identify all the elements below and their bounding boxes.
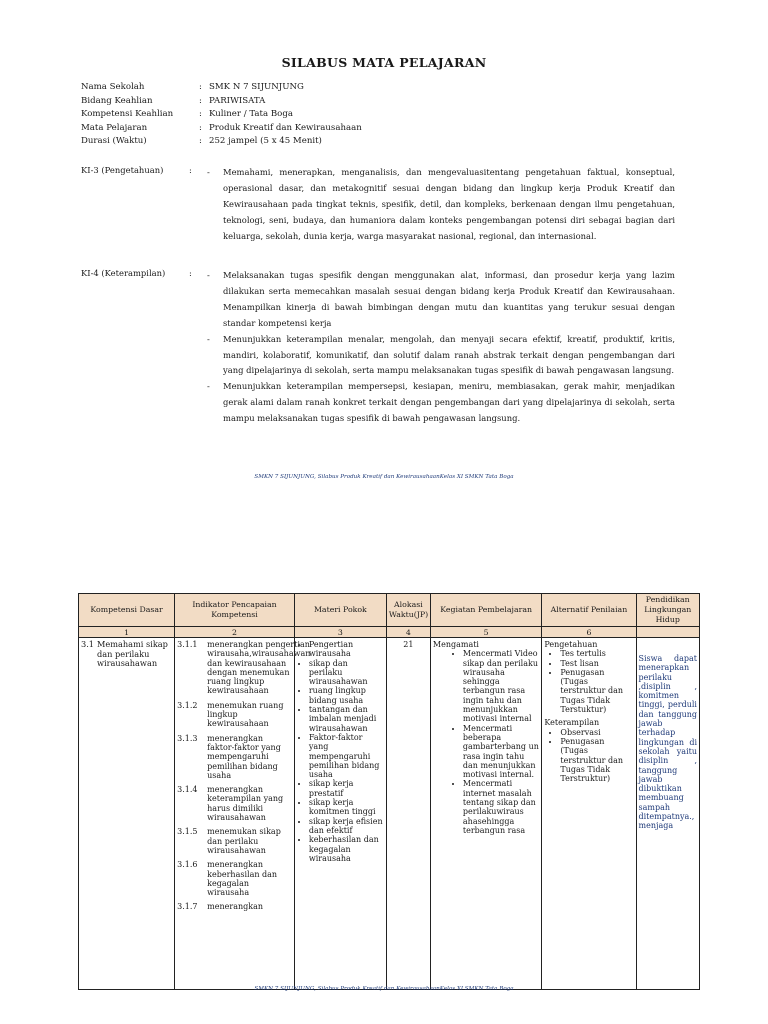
list-item: • ruang lingkup bidang usaha bbox=[309, 686, 384, 705]
indicator-number: 3.1.6 bbox=[177, 860, 198, 870]
indicator-text: menerangkan bbox=[207, 902, 263, 912]
list-item: • Penugasan (Tugas terstruktur dan Tugas Tidak Terstuktur) bbox=[560, 668, 633, 714]
ki3-label: KI-3 (Pengetahuan) bbox=[81, 165, 164, 175]
pengetahuan-list bbox=[544, 649, 633, 714]
column-number bbox=[636, 627, 700, 638]
kd-text: Memahami sikap dan perilaku wirausahawan bbox=[97, 639, 168, 668]
ki4-label: KI-4 (Keterampilan) bbox=[81, 268, 166, 278]
info-colon: : bbox=[199, 122, 202, 133]
ki-item-text: Memahami, menerapkan, menganalisis, dan mengevaluasitentang pengetahuan faktual, konseptual, operasional dasar, dan metakognitif sesuai dengan bidang dan lingkup kerja Produk Kreatif dan Kewirausahaan pada tingkat teknis, spesifik, detil, dan kompleks, berkenaan dengan ilmu pengetahuan, teknologi, seni, budaya, dan humaniora dalam konteks pengembangan potensi diri sebagai bagian dari keluarga, sekolah, dunia kerja, warga masyarakat nasional, regional, dan internasional. bbox=[223, 167, 675, 241]
indicator-text: menerangkan pengertian wirausaha,wirausahawan dan kewirausahaan dengan menemukan ruang lingkup kewirausahaan bbox=[207, 640, 311, 696]
info-label: Nama Sekolah bbox=[81, 82, 145, 92]
syllabus-table bbox=[78, 593, 700, 990]
cell-kegiatan bbox=[430, 638, 542, 990]
info-value: PARIWISATA bbox=[209, 95, 266, 106]
indicator-item bbox=[177, 640, 311, 696]
indicator-item bbox=[177, 734, 292, 780]
school-info bbox=[81, 81, 362, 149]
kegiatan-list bbox=[433, 649, 540, 835]
header-indikator: Indikator Pencapaian Kompetensi bbox=[175, 594, 295, 627]
info-label: Mata Pelajaran bbox=[81, 122, 148, 133]
header-alternatif-penilaian: Alternatif Penilaian bbox=[542, 594, 636, 627]
info-row-field bbox=[81, 95, 362, 109]
info-colon: : bbox=[199, 95, 202, 106]
indicator-number: 3.1.1 bbox=[177, 640, 198, 649]
dash-bullet: - bbox=[207, 333, 210, 344]
info-value: SMK N 7 SIJUNJUNG bbox=[209, 82, 304, 92]
indicator-number: 3.1.4 bbox=[177, 785, 198, 795]
indicator-text: menerangkan keberhasilan dan kegagalan wirausaha bbox=[207, 860, 278, 898]
materi-list bbox=[297, 640, 384, 863]
list-item: • Faktor-faktor yang mempengaruhi pemilihan bidang usaha bbox=[309, 733, 384, 779]
list-item: • Tes tertulis bbox=[560, 649, 633, 658]
cell-penilaian bbox=[542, 638, 636, 990]
header-kompetensi-dasar: Kompetensi Dasar bbox=[79, 594, 175, 627]
info-label: Bidang Keahlian bbox=[81, 95, 153, 106]
info-label: Kompetensi Keahlian bbox=[81, 109, 174, 119]
list-item: • tantangan dan imbalan menjadi wirausahawan bbox=[309, 705, 384, 733]
list-item: • sikap kerja komitmen tinggi bbox=[309, 798, 384, 817]
table-row bbox=[79, 638, 700, 990]
indicator-number: 3.1.7 bbox=[177, 902, 198, 912]
kd-number: 3.1 bbox=[81, 639, 95, 649]
indicator-number: 3.1.2 bbox=[177, 700, 198, 710]
info-colon: : bbox=[199, 136, 202, 146]
indicator-text: menemukan sikap dan perilaku wirausahawan bbox=[207, 827, 281, 855]
indicator-text: menemukan ruang lingkup kewirausahaan bbox=[207, 700, 284, 729]
indicator-item bbox=[177, 827, 292, 855]
info-row-duration bbox=[81, 135, 362, 149]
list-item: • Penugasan (Tugas terstruktur dan Tugas Tidak Terstruktur) bbox=[560, 737, 633, 783]
indicator-text: menerangkan keterampilan yang harus dimiliki wirausahawan bbox=[207, 785, 284, 823]
list-item: • sikap dan perilaku wirausahawan bbox=[309, 659, 384, 687]
list-item: • sikap kerja prestatif bbox=[309, 779, 384, 798]
column-number: 1 bbox=[79, 627, 175, 638]
info-colon: : bbox=[199, 82, 202, 92]
header-kegiatan: Kegiatan Pembelajaran bbox=[430, 594, 542, 627]
column-number: 2 bbox=[175, 627, 295, 638]
ki-item-text: Menunjukkan keterampilan mempersepsi, kesiapan, meniru, membiasakan, gerak mahir, menjadikan gerak alami dalam ranah konkret terkait dengan pengembangan dari yang dipelajarinya di sekolah, serta mampu melaksanakan tugas spesifik di bawah pengawasan langsung. bbox=[223, 381, 675, 424]
ki-item-text: Menunjukkan keterampilan menalar, mengolah, dan menyaji secara efektif, kreatif, produktif, kritis, mandiri, kolaboratif, komunikatif, dan solutif dalam ranah abstrak terkait dengan pengembangan dari yang dipelajarinya di sekolah, serta mampu melaksanakan tugas spesifik di bawah pengawasan langsung. bbox=[223, 333, 675, 376]
cell-indikator bbox=[175, 638, 311, 990]
indicator-number: 3.1.3 bbox=[177, 733, 198, 743]
page-footer-bottom: SMKN 7 SIJUNJUNG, Silabus Produk Kreatif dan KewirausahaanKelas XI SMKN Tata Boga bbox=[254, 986, 514, 992]
column-number: 4 bbox=[386, 627, 430, 638]
info-row-school bbox=[81, 81, 362, 95]
ki-item bbox=[207, 379, 675, 427]
list-item: • sikap kerja efisien dan efektif bbox=[309, 817, 384, 836]
list-item: • Mencermati Video sikap dan perilaku wirausaha sehingga terbangun rasa ingin tahu dan menunjukkan motivasi internal bbox=[463, 649, 540, 723]
cell-kompetensi-dasar bbox=[79, 638, 175, 990]
ki4-items bbox=[207, 268, 675, 427]
info-value: 252 jampel (5 x 45 Menit) bbox=[209, 136, 322, 146]
column-number: 3 bbox=[294, 627, 386, 638]
indicator-item bbox=[177, 701, 292, 729]
column-number: 6 bbox=[542, 627, 636, 638]
indicator-item bbox=[177, 902, 292, 911]
info-label: Durasi (Waktu) bbox=[81, 136, 147, 146]
cell-pendidikan-lingkungan: Siswa dapat menerapkan perilaku ,disiplin , komitmen tinggi, perduli dan tanggung jawab terhadap lingkungan di sekolah yaitu disiplin , tanggung jawab dibuktikan membuang sampah ditempatnya., menjaga bbox=[636, 638, 700, 990]
indicator-number: 3.1.5 bbox=[177, 827, 198, 837]
info-value: Produk Kreatif dan Kewirausahaan bbox=[209, 122, 362, 133]
indicator-item bbox=[177, 785, 292, 822]
header-alokasi-waktu: Alokasi Waktu(JP) bbox=[386, 594, 430, 627]
keterampilan-list bbox=[544, 728, 633, 784]
dash-bullet: - bbox=[207, 381, 210, 392]
indicator-item bbox=[177, 860, 292, 897]
info-row-subject bbox=[81, 122, 362, 136]
list-item: • Observasi bbox=[560, 728, 633, 737]
kegiatan-heading: Mengamati bbox=[432, 640, 479, 649]
table-header-row bbox=[79, 594, 700, 627]
pengetahuan-label: Pengetahuan bbox=[544, 640, 598, 649]
ki-item bbox=[207, 165, 675, 245]
header-materi-pokok: Materi Pokok bbox=[294, 594, 386, 627]
ki-item bbox=[207, 332, 675, 380]
dash-bullet: - bbox=[207, 167, 210, 177]
document-title: SILABUS MATA PELAJARAN bbox=[281, 55, 487, 70]
list-item: • Pengertian wirausaha bbox=[309, 640, 384, 659]
ki-item bbox=[207, 268, 675, 332]
list-item: • Mencermati internet masalah tentang sikap dan perilakuwiraus ahasehingga terbangun rasa bbox=[463, 779, 540, 835]
info-colon: : bbox=[199, 109, 202, 119]
list-item: • Test lisan bbox=[560, 659, 633, 668]
page-footer: SMKN 7 SIJUNJUNG, Silabus Produk Kreatif dan KewirausahaanKelas XI SMKN Tata Boga bbox=[254, 474, 514, 480]
info-row-competency bbox=[81, 108, 362, 122]
cell-alokasi: 21 bbox=[386, 638, 430, 990]
list-item: • Mencermati beberapa gambarterbang un rasa ingin tahu dan menunjukkan motivasi internal. bbox=[463, 724, 540, 780]
column-number: 5 bbox=[430, 627, 542, 638]
ki-item-text: Melaksanakan tugas spesifik dengan menggunakan alat, informasi, dan prosedur kerja yang lazim dilakukan serta memecahkan masalah sesuai dengan bidang kerja Produk Kreatif dan Kewirausahaan. Menampilkan kinerja di bawah bimbingan dengan mutu dan kuantitas yang terukur sesuai dengan standar kompetensi kerja bbox=[223, 270, 675, 328]
ki3-items bbox=[207, 165, 675, 245]
ki-colon: : bbox=[189, 268, 192, 278]
dash-bullet: - bbox=[207, 270, 210, 280]
table-number-row bbox=[79, 627, 700, 638]
kd-entry bbox=[81, 640, 172, 669]
list-item: • keberhasilan dan kegagalan wirausaha bbox=[309, 835, 384, 863]
cell-materi-pokok bbox=[294, 638, 386, 990]
info-value: Kuliner / Tata Boga bbox=[209, 109, 293, 119]
ki-colon: : bbox=[189, 165, 192, 175]
keterampilan-label: Keterampilan bbox=[544, 718, 600, 728]
header-pendidikan-lingkungan: Pendidikan Lingkungan Hidup bbox=[636, 594, 700, 627]
indicator-text: menerangkan faktor-faktor yang mempengaruhi pemilihan bidang usaha bbox=[207, 733, 281, 780]
